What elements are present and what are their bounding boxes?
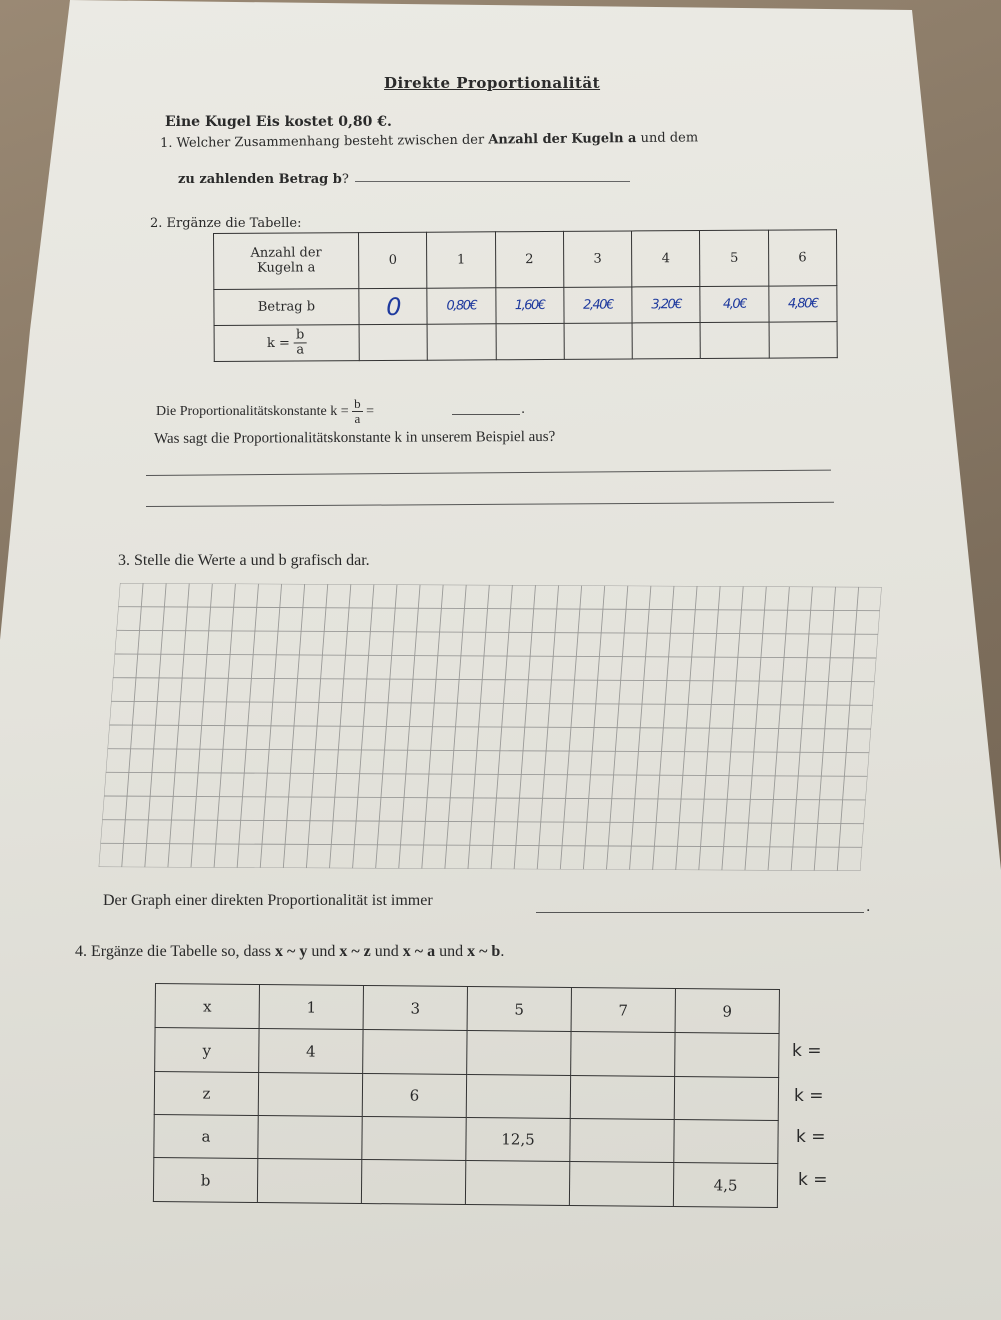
grid-paper-svg	[99, 583, 882, 871]
q4-rel3: x ~ a	[402, 943, 436, 960]
grid-hline	[102, 820, 864, 824]
t2-cell[interactable]	[675, 1032, 779, 1077]
grid-hline	[104, 796, 866, 800]
q1-line2-end: ?	[341, 172, 349, 187]
graph-answer-line[interactable]	[536, 912, 864, 913]
row-label-betrag: Betrag b	[214, 289, 359, 326]
t2-cell[interactable]	[674, 1119, 778, 1163]
k-cell-empty[interactable]	[359, 324, 427, 360]
t2-cell[interactable]	[362, 1116, 466, 1160]
t2-row-label: b	[153, 1157, 257, 1202]
graph-sentence: Der Graph einer direkten Proportionalität ist immer	[103, 892, 433, 909]
q4-rel1: x ~ y	[275, 943, 308, 960]
a-cell: 6	[768, 230, 837, 286]
t2-cell[interactable]: 4,5	[673, 1162, 777, 1207]
b-cell-handwritten[interactable]: 1,60€	[495, 287, 563, 323]
t2-header-cell: 3	[363, 986, 467, 1031]
t2-cell[interactable]	[571, 1031, 675, 1076]
grid-hline	[115, 654, 877, 658]
const-fraction	[352, 397, 363, 427]
q1-line1-mid: und dem	[636, 130, 699, 147]
b-cell-handwritten[interactable]: 4,80€	[769, 286, 838, 322]
q4-und1: und	[307, 943, 340, 960]
q4-heading	[75, 943, 504, 961]
k-cell-empty[interactable]	[700, 322, 768, 358]
row-label-anzahl-2: Kugeln a	[257, 259, 316, 276]
t2-header-cell: 7	[571, 987, 675, 1032]
t2-cell[interactable]	[466, 1074, 570, 1118]
q1-line1-pre: 1. Welcher Zusammenhang besteht zwischen der	[160, 132, 489, 151]
k-cell-empty[interactable]	[632, 323, 700, 359]
t2-cell[interactable]: 6	[362, 1073, 466, 1117]
grid-hline	[100, 843, 862, 847]
const-label: Die Proportionalitätskonstante k =	[156, 404, 349, 420]
k-cell-empty[interactable]	[496, 323, 564, 359]
q1-line2	[178, 172, 349, 187]
t2-cell[interactable]	[674, 1076, 778, 1120]
a-cell: 5	[700, 230, 769, 286]
row-label-anzahl	[214, 233, 359, 290]
t2-cell[interactable]	[258, 1072, 362, 1116]
t2-cell[interactable]	[257, 1158, 361, 1203]
proportion-table	[213, 229, 838, 361]
t2-cell[interactable]	[361, 1159, 465, 1204]
k-label-b: k =	[798, 1170, 828, 1190]
q4-end: .	[500, 943, 505, 960]
k-cell-empty[interactable]	[427, 324, 495, 360]
k-cell-empty[interactable]	[564, 323, 632, 359]
row-label-k-den: a	[296, 342, 305, 358]
t2-cell[interactable]	[258, 1115, 362, 1159]
q4-und2: und	[370, 943, 403, 960]
b-cell-handwritten[interactable]: 4,0€	[700, 286, 768, 322]
q4-heading-pre: 4. Ergänze die Tabelle so, dass	[75, 943, 276, 960]
t2-row-label: a	[154, 1114, 258, 1158]
k-label-z: k =	[794, 1086, 824, 1106]
const-answer-line[interactable]	[452, 414, 520, 415]
row-label-k-fraction	[294, 328, 307, 358]
q1-line2-bold: zu zahlenden Betrag b	[178, 172, 342, 187]
grid-hline	[118, 607, 880, 611]
q4-rel2: x ~ z	[339, 943, 371, 960]
const-eq: =	[366, 404, 374, 420]
k-label-a: k =	[796, 1127, 826, 1147]
graph-grid[interactable]	[99, 583, 882, 871]
k-cell-empty[interactable]	[769, 322, 838, 358]
b-cell-handwritten[interactable]: 0	[359, 288, 427, 324]
row-label-anzahl-1: Anzahl der	[250, 244, 322, 261]
const-num: b	[354, 396, 361, 411]
q1-answer-line[interactable]	[355, 181, 630, 182]
t2-cell[interactable]	[570, 1118, 674, 1162]
b-cell-handwritten[interactable]: 3,20€	[632, 287, 700, 323]
grid-hline	[113, 678, 875, 682]
b-cell-handwritten[interactable]: 2,40€	[564, 287, 632, 323]
q2-heading: 2. Ergänze die Tabelle:	[150, 216, 302, 231]
t2-row-label: y	[155, 1028, 259, 1073]
a-cell: 0	[359, 232, 428, 288]
t2-cell[interactable]	[363, 1029, 467, 1074]
t2-header-cell: 5	[467, 986, 571, 1031]
a-cell: 2	[495, 231, 564, 287]
a-cell: 3	[563, 231, 632, 287]
a-cell: 4	[632, 231, 701, 287]
t2-cell[interactable]	[569, 1161, 673, 1206]
a-cell: 1	[427, 232, 496, 288]
grid-hline	[111, 701, 873, 705]
grid-hline	[108, 749, 870, 753]
t2-header-cell: 1	[259, 985, 363, 1030]
t2-header-cell: x	[155, 984, 259, 1029]
const-line	[156, 397, 374, 427]
row-label-k-num: b	[294, 328, 306, 343]
intro-text: Eine Kugel Eis kostet 0,80 €.	[165, 114, 392, 130]
row-label-k	[214, 325, 359, 362]
t2-cell[interactable]: 12,5	[466, 1117, 570, 1161]
const-end: .	[521, 402, 526, 417]
k-label-y: k =	[792, 1041, 822, 1061]
q4-rel4: x ~ b	[467, 943, 501, 960]
b-cell-handwritten[interactable]: 0,80€	[427, 288, 495, 324]
grid-hline	[106, 772, 868, 776]
t2-header-cell: 9	[675, 988, 779, 1033]
t2-cell[interactable]: 4	[259, 1029, 363, 1074]
t2-cell[interactable]	[570, 1075, 674, 1119]
t2-cell[interactable]	[465, 1160, 569, 1205]
q1-line1-bold: Anzahl der Kugeln a	[488, 131, 637, 148]
graph-end: .	[866, 899, 871, 915]
k-question: Was sagt die Proportionalitätskonstante k in unserem Beispiel aus?	[154, 428, 556, 447]
grid-hline	[109, 725, 871, 729]
q4-und3: und	[435, 943, 468, 960]
row-label-k-eq: k =	[266, 335, 290, 351]
q3-heading: 3. Stelle die Werte a und b grafisch dar.	[118, 552, 370, 569]
worksheet-title: Direkte Proportionalität	[384, 74, 601, 92]
t2-cell[interactable]	[467, 1030, 571, 1075]
proportion-table-2	[153, 983, 780, 1207]
grid-hline	[116, 630, 878, 634]
const-den: a	[354, 411, 361, 427]
t2-row-label: z	[154, 1072, 258, 1116]
